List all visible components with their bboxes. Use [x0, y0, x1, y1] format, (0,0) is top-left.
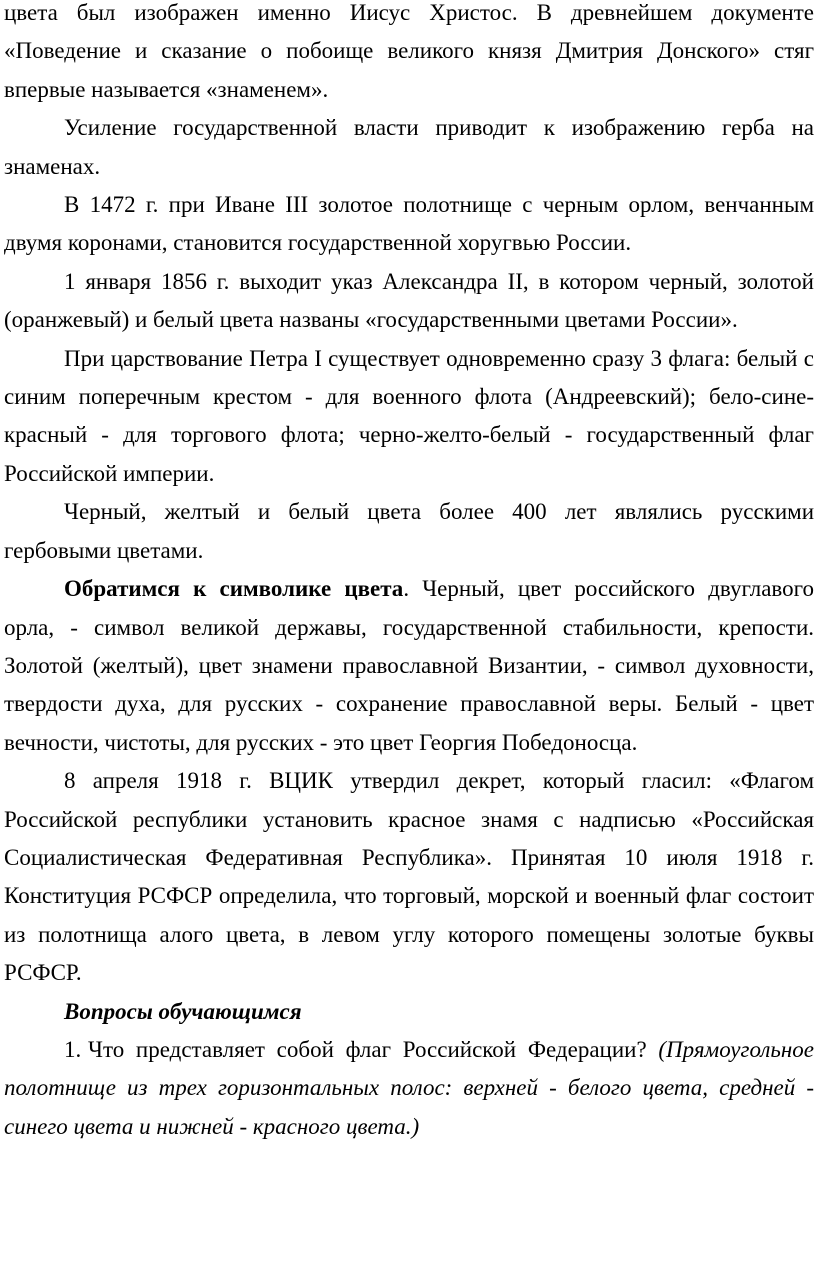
paragraph-continuation: цвета был изображен именно Иисус Христос. В древнейшем документе «Поведение и сказание о побоище великого князя Дмитрия Донского» стяг впервые называется «знаменем». — [4, 0, 814, 102]
paragraph-1918-decree: 8 апреля 1918 г. ВЦИК утвердил декрет, который гласил: «Флагом Российской республики установить красное знамя с надписью «Российская Социалистическая Федеративная Республика». Принятая 10 июля 1918 г. Конституция РСФСР определила, что торговый, морской и военный флаг состоит из полотнища алого цвета, в левом углу которого помещены золотые буквы РСФСР. — [4, 768, 814, 986]
question-1 — [4, 1031, 814, 1146]
paragraph-heraldic-colors: Черный, желтый и белый цвета более 400 лет являлись русскими гербовыми цветами. — [4, 499, 814, 563]
question-1-answer: (Прямоугольное полотнище из трех горизонтальных полос: верхней - белого цвета, средней - синего цвета и нижней - красного цвета.) — [4, 1036, 814, 1139]
paragraph-color-symbolism — [4, 570, 814, 762]
question-1-text: Что представляет собой флаг Российской Федерации? — [88, 1036, 659, 1062]
paragraph-peter-flags: При царствование Петра I существует одновременно сразу 3 флага: белый с синим поперечным крестом - для военного флота (Андреевский); бело-сине-красный - для торгового флота; черно-желто-белый - государственный флаг Российской империи. — [4, 345, 814, 486]
questions-heading — [4, 993, 814, 1031]
questions-heading-text: Вопросы обучающимся — [64, 998, 302, 1024]
paragraph-1472: В 1472 г. при Иване III золотое полотнище с черным орлом, венчанным двумя коронами, становится государственной хоругвью России. — [4, 192, 814, 256]
symbolism-bold-lead: Обратимся к символике цвета — [64, 576, 404, 602]
paragraph-state-power: Усиление государственной власти приводит к изображению герба на знаменах. — [4, 115, 814, 179]
symbolism-text: . Черный, цвет российского двуглавого орла, - символ великой державы, государственной стабильности, крепости. Золотой (желтый), цвет знамени православной Византии, - символ духовности, твердости духа, для русских - сохранение православной веры. Белый - цвет вечности, чистоты, для русских - это цвет Георгия Победоносца. — [4, 576, 814, 755]
question-1-number: 1. — [64, 1036, 82, 1062]
paragraph-1856-decree: 1 января 1856 г. выходит указ Александра II, в котором черный, золотой (оранжевый) и белый цвета названы «государственными цветами России». — [4, 268, 814, 333]
